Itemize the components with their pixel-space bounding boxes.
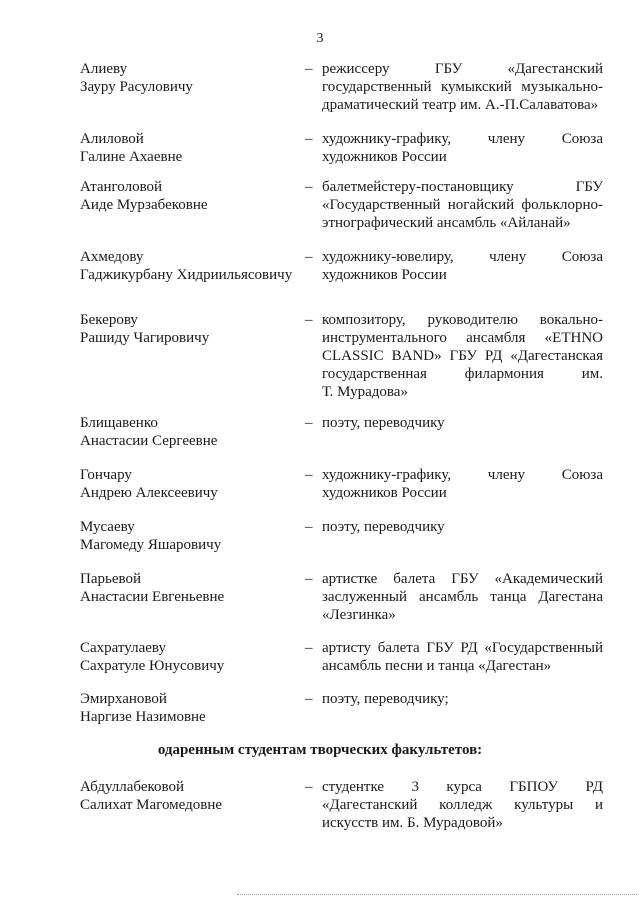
recipient-role-line: «Дагестанский колледж культуры и — [322, 797, 603, 813]
recipient-name-line: Магомеду Яшаровичу — [80, 537, 222, 553]
recipient-name-line: Блищавенко — [80, 415, 158, 431]
recipient-name-line: Андрею Алексеевичу — [80, 485, 218, 501]
section-heading: одаренным студентам творческих факультетов: — [157, 742, 483, 758]
recipient-role — [322, 130, 603, 166]
recipient-name — [80, 466, 300, 502]
dash-separator: – — [305, 691, 313, 707]
dash-separator: – — [305, 249, 313, 265]
recipient-name-line: Сахратулаеву — [80, 640, 167, 656]
recipient-role-line: художников России — [322, 149, 447, 165]
recipient-name — [80, 778, 300, 814]
dash-separator: – — [305, 312, 313, 328]
recipient-role-line: художников России — [322, 485, 447, 501]
recipient-name — [80, 690, 300, 726]
recipient-role-line: «Лезгинка» — [322, 607, 396, 623]
recipient-role — [322, 570, 603, 624]
recipient-name-line: Алиеву — [80, 61, 128, 77]
dash-separator: – — [305, 640, 313, 656]
recipient-role — [322, 60, 603, 114]
recipient-name — [80, 60, 300, 96]
recipient-role-line: искусств им. Б. Мурадовой» — [322, 815, 503, 831]
recipient-role-line: государственная филармония им. — [322, 366, 603, 382]
recipient-name-line: Парьевой — [80, 571, 141, 587]
recipient-role — [322, 248, 603, 284]
recipient-role-line: режиссеру ГБУ «Дагестанский — [322, 61, 603, 77]
dash-separator: – — [305, 131, 313, 147]
dash-separator: – — [305, 61, 313, 77]
recipient-name-line: Анастасии Евгеньевне — [80, 589, 225, 605]
recipient-role-line: государственный кумыкский музыкально- — [322, 79, 603, 95]
recipient-name-line: Зауру Расуловичу — [80, 79, 193, 95]
dash-separator: – — [305, 779, 313, 795]
dash-separator: – — [305, 467, 313, 483]
recipient-role-line: инструментального ансамбля «ETHNO — [322, 330, 603, 346]
recipient-name-line: Ахмедову — [80, 249, 144, 265]
recipient-name — [80, 639, 300, 675]
dash-separator: – — [305, 415, 313, 431]
recipient-name-line: Гончару — [80, 467, 132, 483]
recipient-name-line: Наргизе Назимовне — [80, 709, 206, 725]
recipient-name-line: Сахратуле Юнусовичу — [80, 658, 225, 674]
recipient-name-line: Анастасии Сергеевне — [80, 433, 218, 449]
recipient-role — [322, 311, 603, 401]
recipient-name-line: Галине Ахаевне — [80, 149, 183, 165]
recipient-name-line: Аиде Мурзабековне — [80, 197, 208, 213]
recipient-role-line: CLASSIC BAND» ГБУ РД «Дагестанская — [322, 348, 603, 364]
recipient-role-line: ансамбль песни и танца «Дагестан» — [322, 658, 552, 674]
recipient-role — [322, 414, 603, 432]
recipient-name — [80, 178, 300, 214]
page-number: 3 — [316, 31, 324, 46]
recipient-name — [80, 570, 300, 606]
recipient-name-line: Рашиду Чагировичу — [80, 330, 210, 346]
recipient-name — [80, 248, 300, 284]
recipient-role-line: художников России — [322, 267, 447, 283]
recipient-role-line: драматический театр им. А.-П.Салаватова» — [322, 97, 599, 113]
recipient-role — [322, 518, 603, 536]
recipient-role — [322, 639, 603, 675]
recipient-role-line: поэту, переводчику; — [322, 691, 449, 707]
dash-separator: – — [305, 571, 313, 587]
recipient-name — [80, 130, 300, 166]
dash-separator: – — [305, 519, 313, 535]
recipient-name-line: Абдуллабековой — [80, 779, 185, 795]
recipient-name-line: Мусаеву — [80, 519, 135, 535]
recipient-role-line: студентке 3 курса ГБПОУ РД — [322, 779, 603, 795]
recipient-role-line: артисту балета ГБУ РД «Государственный — [322, 640, 603, 656]
recipient-role — [322, 466, 603, 502]
recipient-role-line: заслуженный ансамбль танца Дагестана — [322, 589, 603, 605]
recipient-name-line: Бекерову — [80, 312, 138, 328]
recipient-role — [322, 778, 603, 832]
recipient-role — [322, 178, 603, 232]
recipient-role-line: балетмейстеру-постановщику ГБУ — [322, 179, 603, 195]
recipient-role-line: поэту, переводчику — [322, 519, 445, 535]
recipient-role-line: поэту, переводчику — [322, 415, 445, 431]
recipient-role-line: артистке балета ГБУ «Академический — [322, 571, 603, 587]
recipient-name — [80, 311, 300, 347]
dash-separator: – — [305, 179, 313, 195]
recipient-role-line: «Государственный ногайский фольклорно- — [322, 197, 603, 213]
recipient-name — [80, 518, 300, 554]
recipient-role-line: композитору, руководителю вокально- — [322, 312, 603, 328]
recipient-role-line: художнику-ювелиру, члену Союза — [322, 249, 603, 265]
recipient-name-line: Салихат Магомедовне — [80, 797, 223, 813]
recipient-role-line: этнографический ансамбль «Айланай» — [322, 215, 571, 231]
recipient-role-line: художнику-графику, члену Союза — [322, 131, 603, 147]
scan-edge-line — [237, 894, 637, 895]
recipient-role — [322, 690, 603, 708]
recipient-name — [80, 414, 300, 450]
recipient-name-line: Атанголовой — [80, 179, 163, 195]
recipient-role-line: художнику-графику, члену Союза — [322, 467, 603, 483]
recipient-name-line: Алиловой — [80, 131, 144, 147]
recipient-role-line: Т. Мурадова» — [322, 384, 408, 400]
recipient-name-line: Эмирхановой — [80, 691, 167, 707]
recipient-name-line: Гаджикурбану Хидриильясовичу — [80, 267, 293, 283]
